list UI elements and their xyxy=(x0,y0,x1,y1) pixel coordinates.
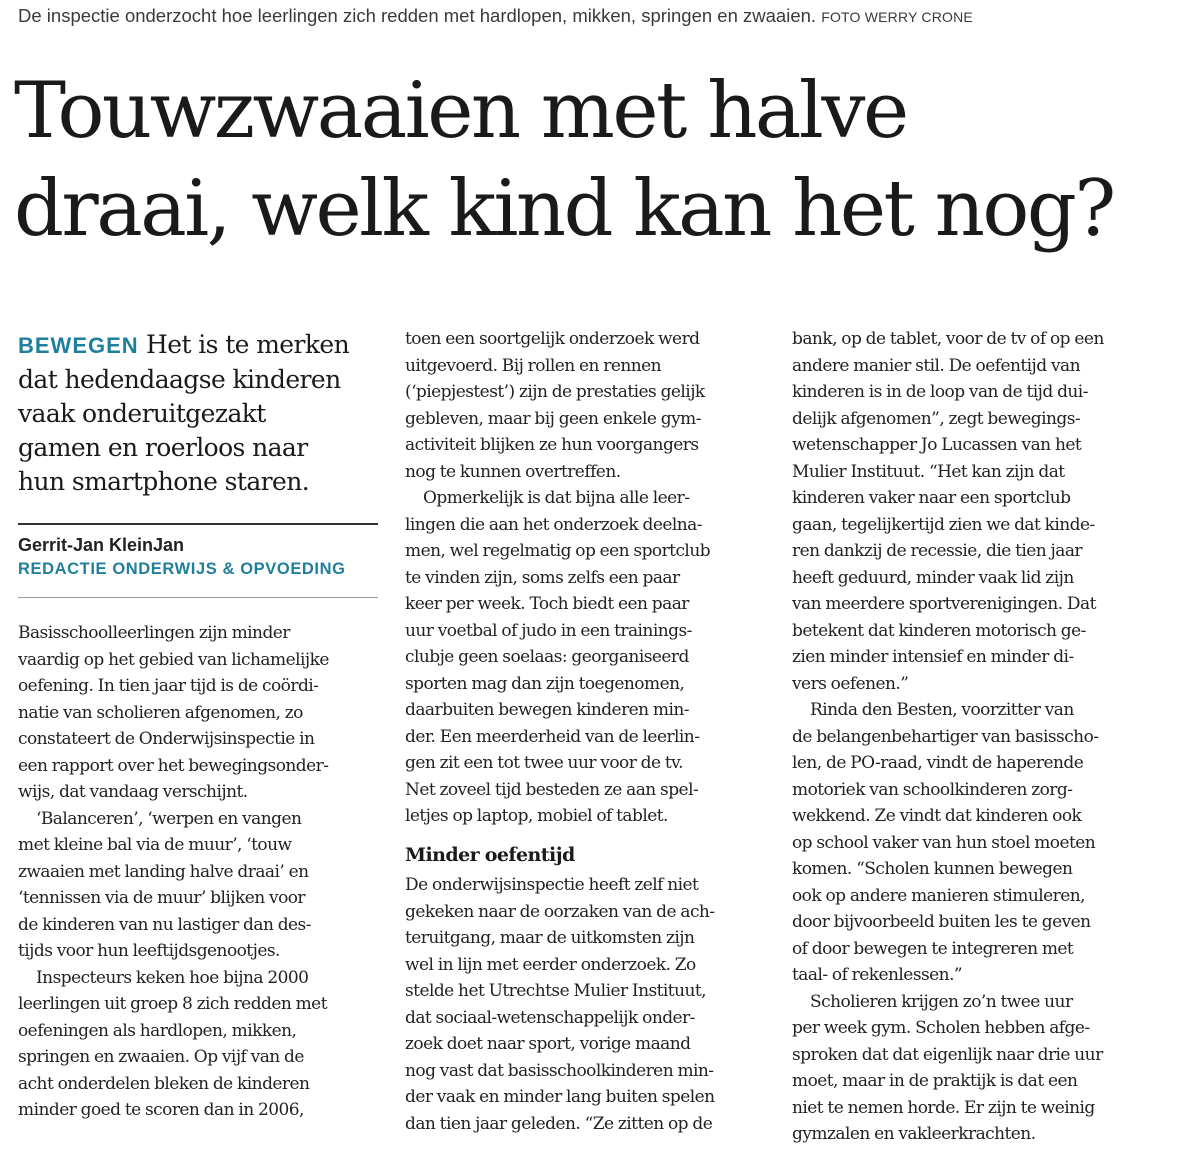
headline xyxy=(14,62,1194,258)
column-1 xyxy=(18,322,378,1124)
intro-line: dat hedendaagse kinderen xyxy=(18,365,341,394)
intro-line: gamen en roerloos naar xyxy=(18,433,308,462)
intro-line: BEWEGEN Het is te merken xyxy=(18,330,350,359)
paragraph: bank, op de tablet, voor de tv of op een andere manier stil. De oefentijd van kinderen is in de loop van de tijd dui- delijk afgenomen”, zegt bewegings- wetenschapper Jo Lucassen van het Mulier Instituut. “Het kan zijn dat kinderen vaker naar een sportclub gaan, tegelijkertijd zien we dat kinde- ren dankzij de recessie, die tien jaar heeft geduurd, minder vaak lid zijn van meerdere sportverenigingen. Dat betekent dat kinderen motorisch ge- zien minder intensief en minder di- vers oefenen.” xyxy=(792,329,1104,694)
paragraph: ‘Balanceren’, ‘werpen en vangen met kleine bal via de muur’, ‘touw zwaaien met landing halve draai’ en ‘tennissen via de muur’ blijken voor de kinderen van nu lastiger dan des- tijds voor hun leeftijdsgenootjes. xyxy=(18,808,311,961)
divider xyxy=(18,597,378,598)
body-text xyxy=(792,326,1154,1148)
body-text xyxy=(18,620,378,1124)
headline-line-2: draai, welk kind kan het nog? xyxy=(14,164,1114,254)
photo-caption xyxy=(18,5,1188,27)
subheading: Minder oefentijd xyxy=(405,843,575,866)
paragraph: Rinda den Besten, voorzitter van de belangenbehartiger van basisscho- len, de PO-raad, vindt de haperende motoriek van schoolkinderen zorg- wekkend. Ze vindt dat kinderen ook op school vaker van hun stoel moeten komen. “Scholen kunnen bewegen ook op andere manieren stimuleren, door bijvoorbeeld buiten les te geven of door bewegen te integreren met taal- of rekenlessen.” xyxy=(792,700,1099,985)
byline xyxy=(18,523,378,579)
intro-line: hun smartphone staren. xyxy=(18,467,310,496)
paragraph: Basisschoolleerlingen zijn minder vaardig op het gebied van lichamelijke oefening. In tien jaar tijd is de coördi- natie van scholieren afgenomen, zo constateert de Onderwijsinspectie in een rapport over het bewegingsonder- wijs, dat vandaag verschijnt. xyxy=(18,623,329,802)
photo-credit: FOTO WERRY CRONE xyxy=(821,9,973,25)
intro-lead xyxy=(18,328,378,499)
paragraph: Scholieren krijgen zo’n twee uur per week gym. Scholen hebben afge- sproken dat dat eigenlijk naar drie uur moet, maar in de praktijk is dat een niet te nemen horde. Er zijn te weinig gymzalen en vakleerkrachten. xyxy=(792,991,1103,1144)
column-3 xyxy=(792,322,1154,1148)
editorial-desk: REDACTIE ONDERWIJS & OPVOEDING xyxy=(18,560,346,578)
headline-line-1: Touwzwaaien met halve xyxy=(14,66,907,156)
paragraph: toen een soortgelijk onderzoek werd uitgevoerd. Bij rollen en rennen (‘piepjestest’) zijn de prestaties gelijk gebleven, maar bij geen enkele gym- activiteit blijken ze hun voorgangers nog te kunnen overtreffen. xyxy=(405,329,705,482)
paragraph: De onderwijsinspectie heeft zelf niet gekeken naar de oorzaken van de ach- teruitgang, maar de uitkomsten zijn wel in lijn met eerder onderzoek. Zo stelde het Utrechtse Mulier Instituut, dat sociaal-wetenschappelijk onder- zoek doet naar sport, vorige maand nog vast dat basisschoolkinderen min- der vaak en minder lang buiten spelen dan tien jaar geleden. “Ze zitten op de xyxy=(405,875,715,1134)
column-2 xyxy=(405,322,767,1137)
body-text xyxy=(405,326,767,1137)
caption-text: De inspectie onderzocht hoe leerlingen zich redden met hardlopen, mikken, springen en zwaaien. xyxy=(18,5,817,26)
author-name: Gerrit-Jan KleinJan xyxy=(18,535,185,555)
paragraph: Inspecteurs keken hoe bijna 2000 leerlingen uit groep 8 zich redden met oefeningen als hardlopen, mikken, springen en zwaaien. Op vijf van de acht onderdelen bleken de kinderen minder goed te scoren dan in 2006, xyxy=(18,967,327,1120)
intro-line: vaak onderuitgezakt xyxy=(18,399,266,428)
section-label: BEWEGEN xyxy=(18,333,139,358)
paragraph: Opmerkelijk is dat bijna alle leer- lingen die aan het onderzoek deelna- men, wel regelmatig op een sportclub te vinden zijn, soms zelfs een paar keer per week. Toch biedt een paar uur voetbal of judo in een trainings- clubje geen soelaas: georganiseerd sporten mag dan zijn toegenomen, daarbuiten bewegen kinderen min- der. Een meerderheid van de leerlin- gen zit een tot twee uur voor de tv. Net zoveel tijd besteden ze aan spel- letjes op laptop, mobiel of tablet. xyxy=(405,488,711,826)
